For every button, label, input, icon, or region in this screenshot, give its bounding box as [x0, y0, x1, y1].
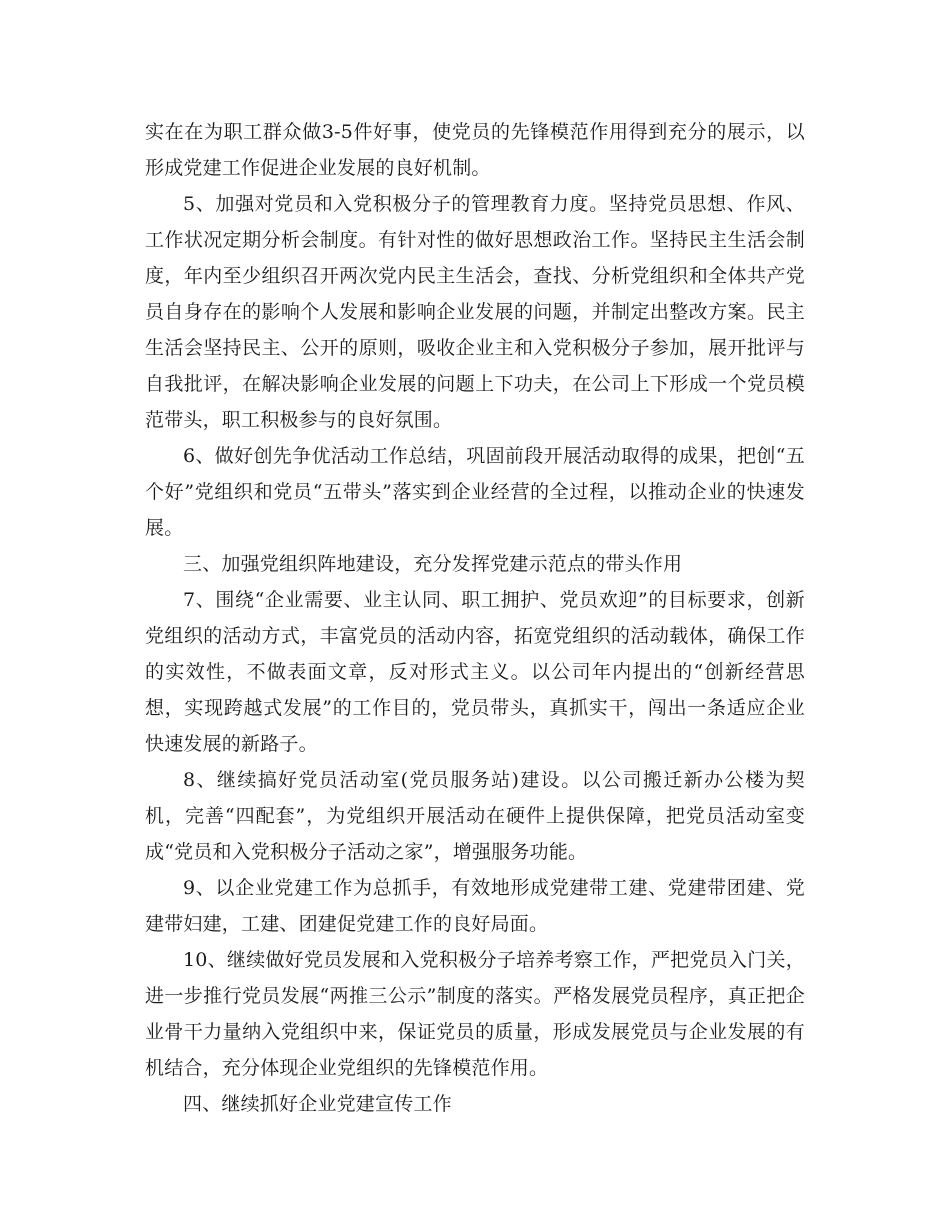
paragraph-item-9: 9、以企业党建工作为总抓手，有效地形成党建带工建、党建带团建、党建带妇建，工建、团建促党建工作的良好局面。 [145, 877, 805, 935]
document-body [145, 114, 805, 1122]
paragraph-item-7: 7、围绕“企业需要、业主认同、职工拥护、党员欢迎”的目标要求，创新党组织的活动方式，丰富党员的活动内容，拓宽党组织的活动载体，确保工作的实效性，不做表面文章，反对形式主义。以公司年内提出的“创新经营思想，实现跨越式发展”的工作目的，党员带头，真抓实干，闯出一条适应企业快速发展的新路子。 [145, 589, 805, 755]
paragraph-item-10: 10、继续做好党员发展和入党积极分子培养考察工作，严把党员入门关，进一步推行党员发展“两推三公示”制度的落实。严格发展党员程序，真正把企业骨干力量纳入党组织中来，保证党员的质量，形成发展党员与企业发展的有机结合，充分体现企业党组织的先锋模范作用。 [145, 949, 805, 1079]
section-heading-4: 四、继续抓好企业党建宣传工作 [183, 1093, 452, 1115]
paragraph-item-6: 6、做好创先争优活动工作总结，巩固前段开展活动取得的成果，把创“五个好”党组织和党员“五带头”落实到企业经营的全过程，以推动企业的快速发展。 [145, 445, 805, 539]
paragraph-item-5: 5、加强对党员和入党积极分子的管理教育力度。坚持党员思想、作风、工作状况定期分析会制度。有针对性的做好思想政治工作。坚持民主生活会制度，年内至少组织召开两次党内民主生活会，查找、分析党组织和全体共产党员自身存在的影响个人发展和影响企业发展的问题，并制定出整改方案。民主生活会坚持民主、公开的原则，吸收企业主和入党积极分子参加，展开批评与自我批评，在解决影响企业发展的问题上下功夫，在公司上下形成一个党员模范带头，职工积极参与的良好氛围。 [145, 193, 805, 431]
paragraph-continuation: 实在在为职工群众做3-5件好事，使党员的先锋模范作用得到充分的展示，以形成党建工作促进企业发展的良好机制。 [145, 121, 805, 179]
section-heading-3: 三、加强党组织阵地建设，充分发挥党建示范点的带头作用 [183, 553, 683, 575]
paragraph-item-8: 8、继续搞好党员活动室(党员服务站)建设。以公司搬迁新办公楼为契机，完善“四配套”，为党组织开展活动在硬件上提供保障，把党员活动室变成“党员和入党积极分子活动之家”，增强服务功能。 [145, 769, 805, 863]
